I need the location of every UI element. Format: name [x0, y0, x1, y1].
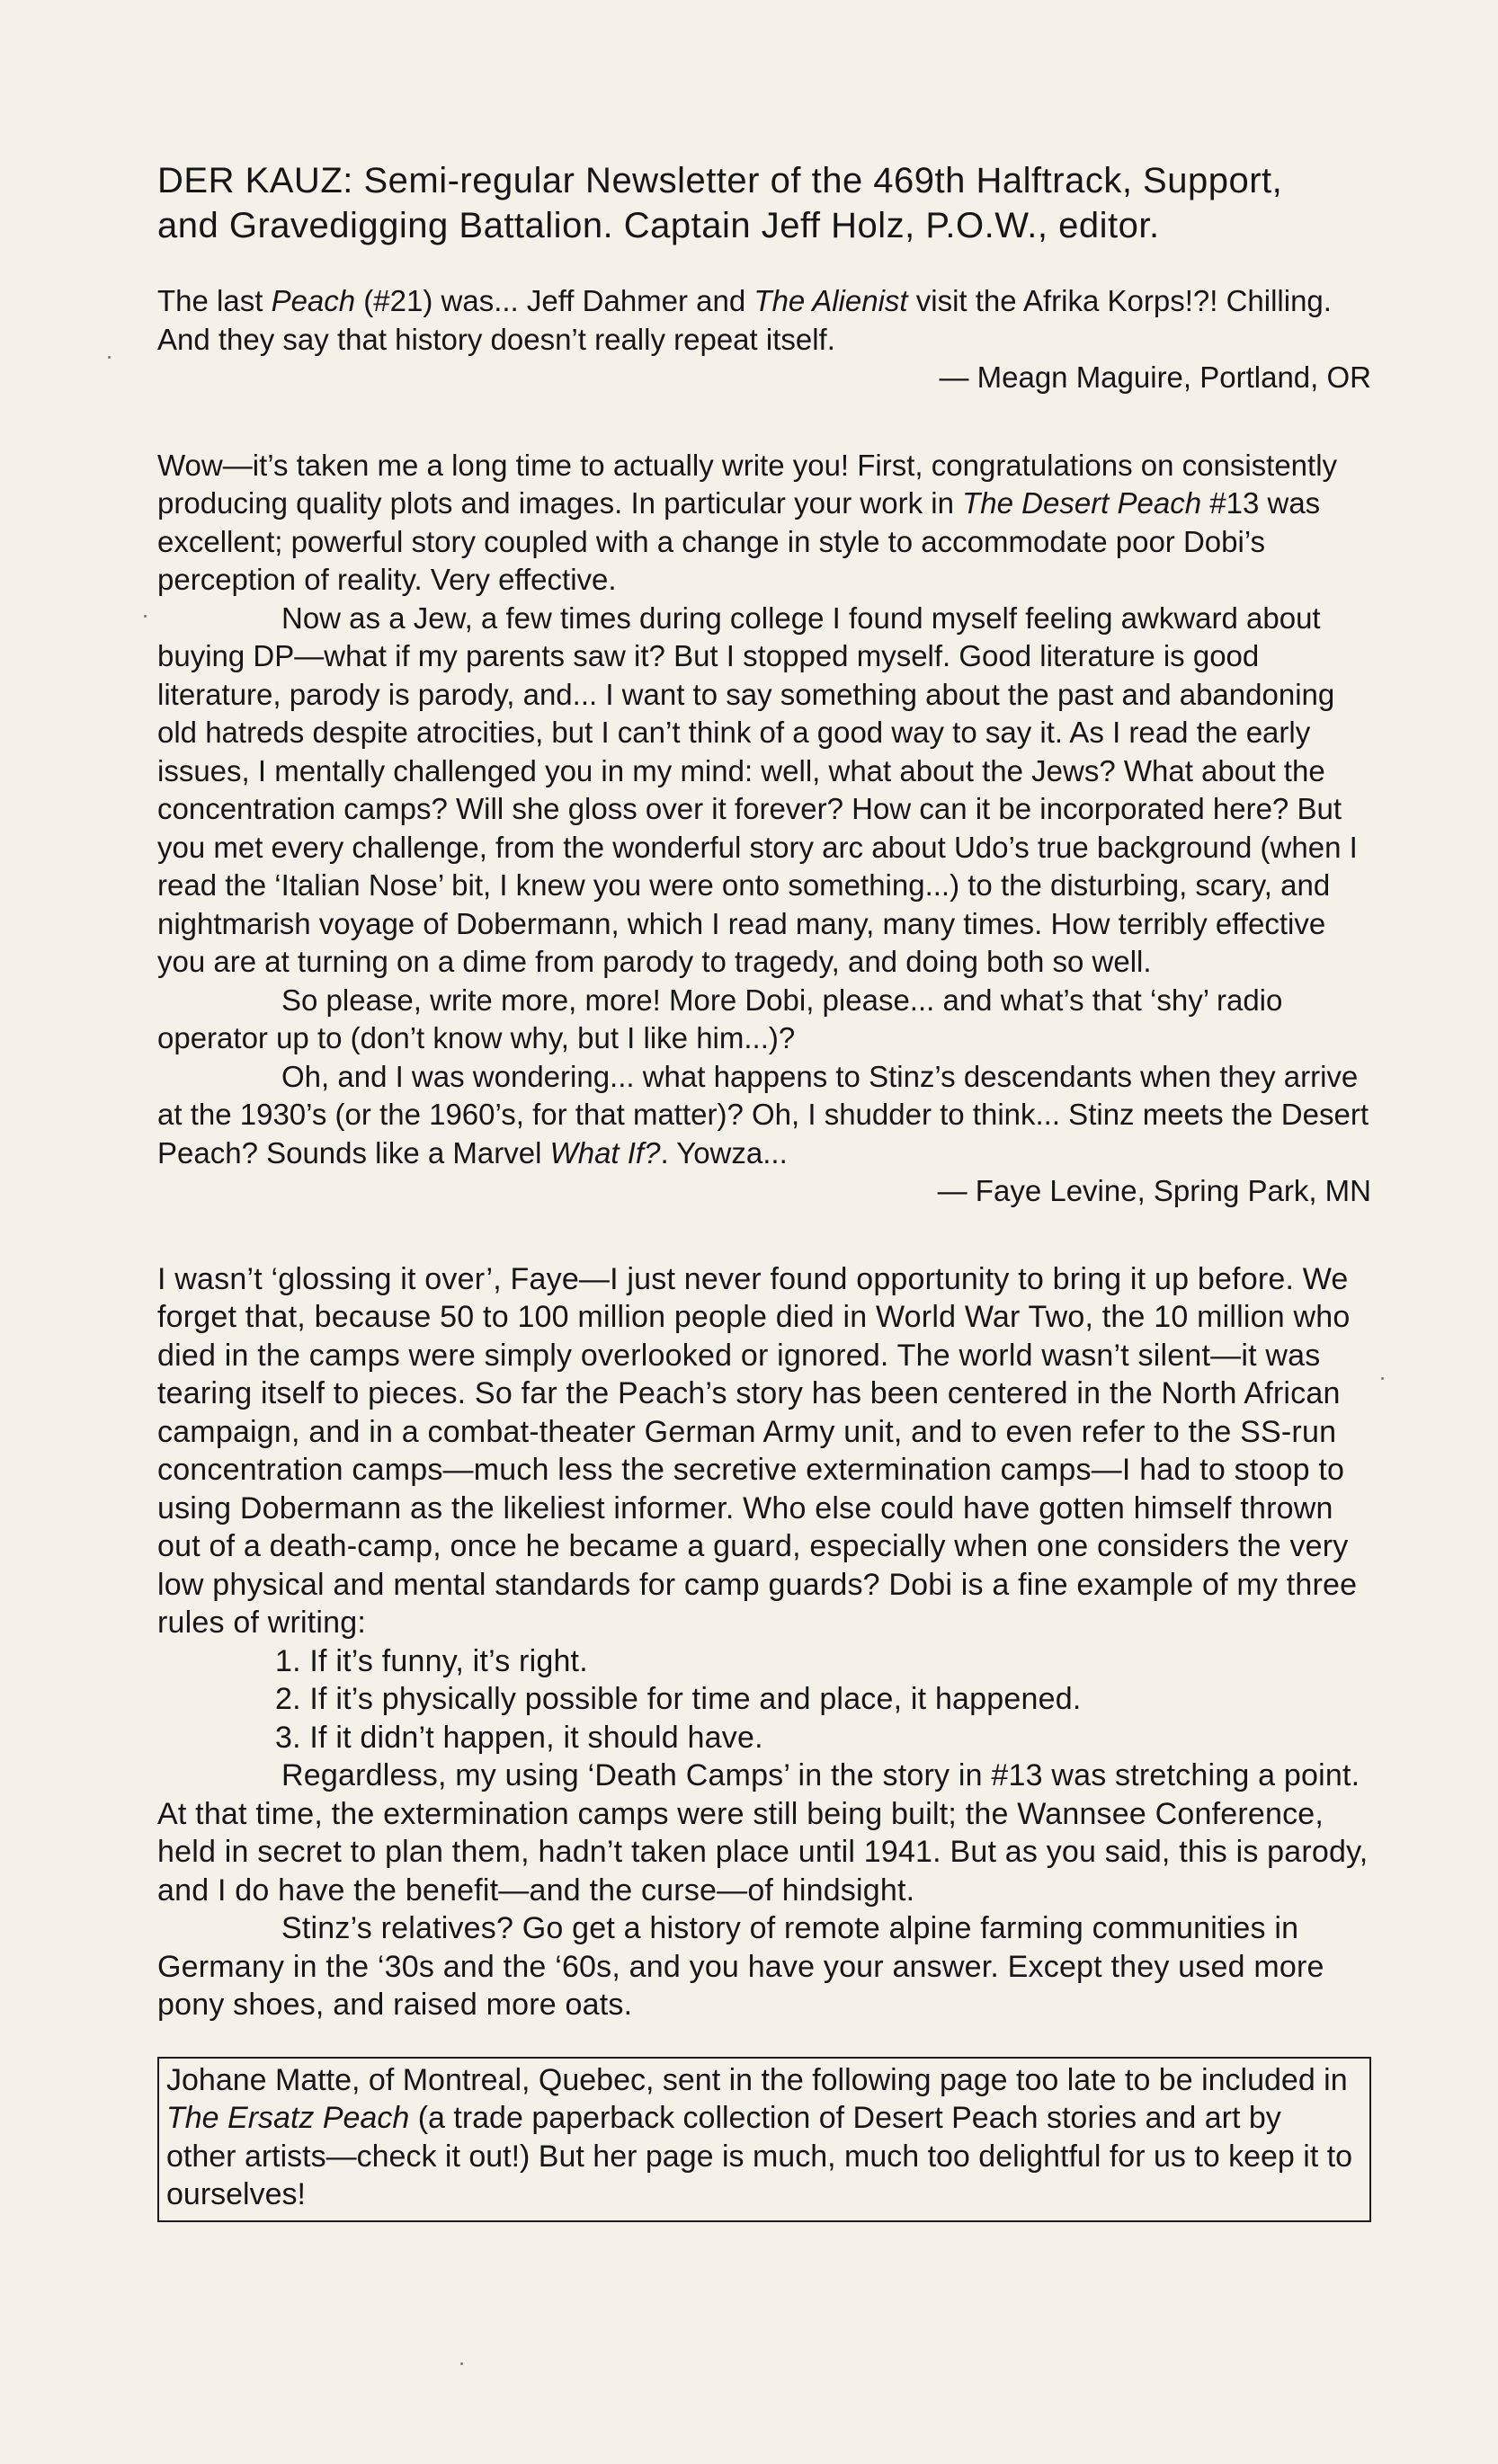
rules-of-writing-list: [157, 1642, 1371, 1757]
announcement-box: [157, 2057, 1371, 2222]
letter-faye-levine: [157, 447, 1371, 1211]
reply-paragraph: Regardless, my using ‘Death Camps’ in the story in #13 was stretching a point. At that time, the extermination camps were still being built; the Wannsee Conference, held in secret to plan them, hadn’t taken place until 1941. But as you said, this is parody, and I do have the benefit—and the curse—of hindsight.: [157, 1758, 1369, 1908]
letter-paragraph: The last Peach (#21) was... Jeff Dahmer and The Alienist visit the Afrika Korps!?! Chilling. And they say that history doesn’t really repeat itself.: [157, 284, 1332, 356]
announcement-text: Johane Matte, of Montreal, Quebec, sent in the following page too late to be included in The Ersatz Peach (a trade paperback collection of Desert Peach stories and art by other artists—check it out!) But her page is much, much too delightful for us to keep it to ourselves!: [166, 2062, 1353, 2211]
rule-item: 2. If it’s physically possible for time and place, it happened.: [275, 1682, 1082, 1716]
newsletter-header: [157, 158, 1371, 248]
reply-paragraph: I wasn’t ‘glossing it over’, Faye—I just never found opportunity to bring it up before. We forget that, because 50 to 100 million people died in World War Two, the 10 million who died in the camps were simply overlooked or ignored. The world wasn’t silent—it was tearing itself to pieces. So far the Peach’s story has been centered in the North African campaign, and in a combat-theater German Army unit, and to even refer to the SS-run concentration camps—much less the secretive extermination camps—I had to stoop to using Dobermann as the likeliest informer. Who else could have gotten himself thrown out of a death-camp, once he became a guard, especially when one considers the very low physical and mental standards for camp guards? Dobi is a fine example of my three rules of writing:: [157, 1261, 1358, 1640]
page-speck: [144, 615, 147, 618]
page-speck: [1381, 1377, 1384, 1380]
letter-signature: — Faye Levine, Spring Park, MN: [937, 1174, 1371, 1207]
header-line-1: DER KAUZ: Semi-regular Newsletter of the 469th Halftrack, Support,: [157, 161, 1283, 200]
reply-paragraph: Stinz’s relatives? Go get a history of remote alpine farming communities in Germany in the ‘30s and the ‘60s, and you have your answer. Except they used more pony shoes, and raised more oats.: [157, 1911, 1324, 2022]
title-the-ersatz-peach: The Ersatz Peach: [166, 2101, 410, 2135]
title-peach: Peach: [271, 284, 356, 317]
letter-paragraph: Wow—it’s taken me a long time to actually write you! First, congratulations on consistently producing quality plots and images. In particular your work in The Desert Peach #13 was excellent; powerful story coupled with a change in style to accommodate poor Dobi’s perception of reality. Very effective.: [157, 448, 1338, 596]
letter-paragraph: Now as a Jew, a few times during college I found myself feeling awkward about buying DP—what if my parents saw it? But I stopped myself. Good literature is good literature, parody is parody, and... I want to say something about the past and abandoning old hatreds despite atrocities, but I can’t think of a good way to say it. As I read the early issues, I mentally challenged you in my mind: well, what about the Jews? What about the concentration camps? Will she gloss over it forever? How can it be incorporated here? But you met every challenge, from the wonderful story arc about Udo’s true background (when I read the ‘Italian Nose’ bit, I knew you were onto something...) to the disturbing, scary, and nightmarish voyage of Dobermann, which I read many, many times. How terribly effective you are at turning on a dime from parody to tragedy, and doing both so well.: [157, 600, 1358, 978]
page-content: [157, 158, 1371, 2222]
page-speck: [460, 2362, 463, 2365]
title-what-if: What If?: [549, 1135, 661, 1170]
rule-item: 1. If it’s funny, it’s right.: [275, 1643, 588, 1678]
letter-signature: — Meagn Maguire, Portland, OR: [939, 360, 1371, 394]
header-line-2: and Gravedigging Battalion. Captain Jeff Holz, P.O.W., editor.: [157, 206, 1160, 245]
rule-item: 3. If it didn’t happen, it should have.: [275, 1720, 763, 1755]
letter-paragraph: Oh, and I was wondering... what happens to Stinz’s descendants when they arrive at the 1930’s (or the 1960’s, for that matter)? Oh, I shudder to think... Stinz meets the Desert Peach? Sounds like a Marvel What If?. Yowza...: [157, 1059, 1369, 1170]
title-the-alienist: The Alienist: [753, 284, 908, 317]
editor-reply: [157, 1260, 1371, 2024]
letter-paragraph: So please, write more, more! More Dobi, please... and what’s that ‘shy’ radio operator up to (don’t know why, but I like him...)?: [157, 983, 1283, 1054]
title-the-desert-peach: The Desert Peach: [962, 486, 1202, 520]
page-speck: [108, 356, 111, 359]
letter-meagn-maguire: [157, 282, 1371, 397]
